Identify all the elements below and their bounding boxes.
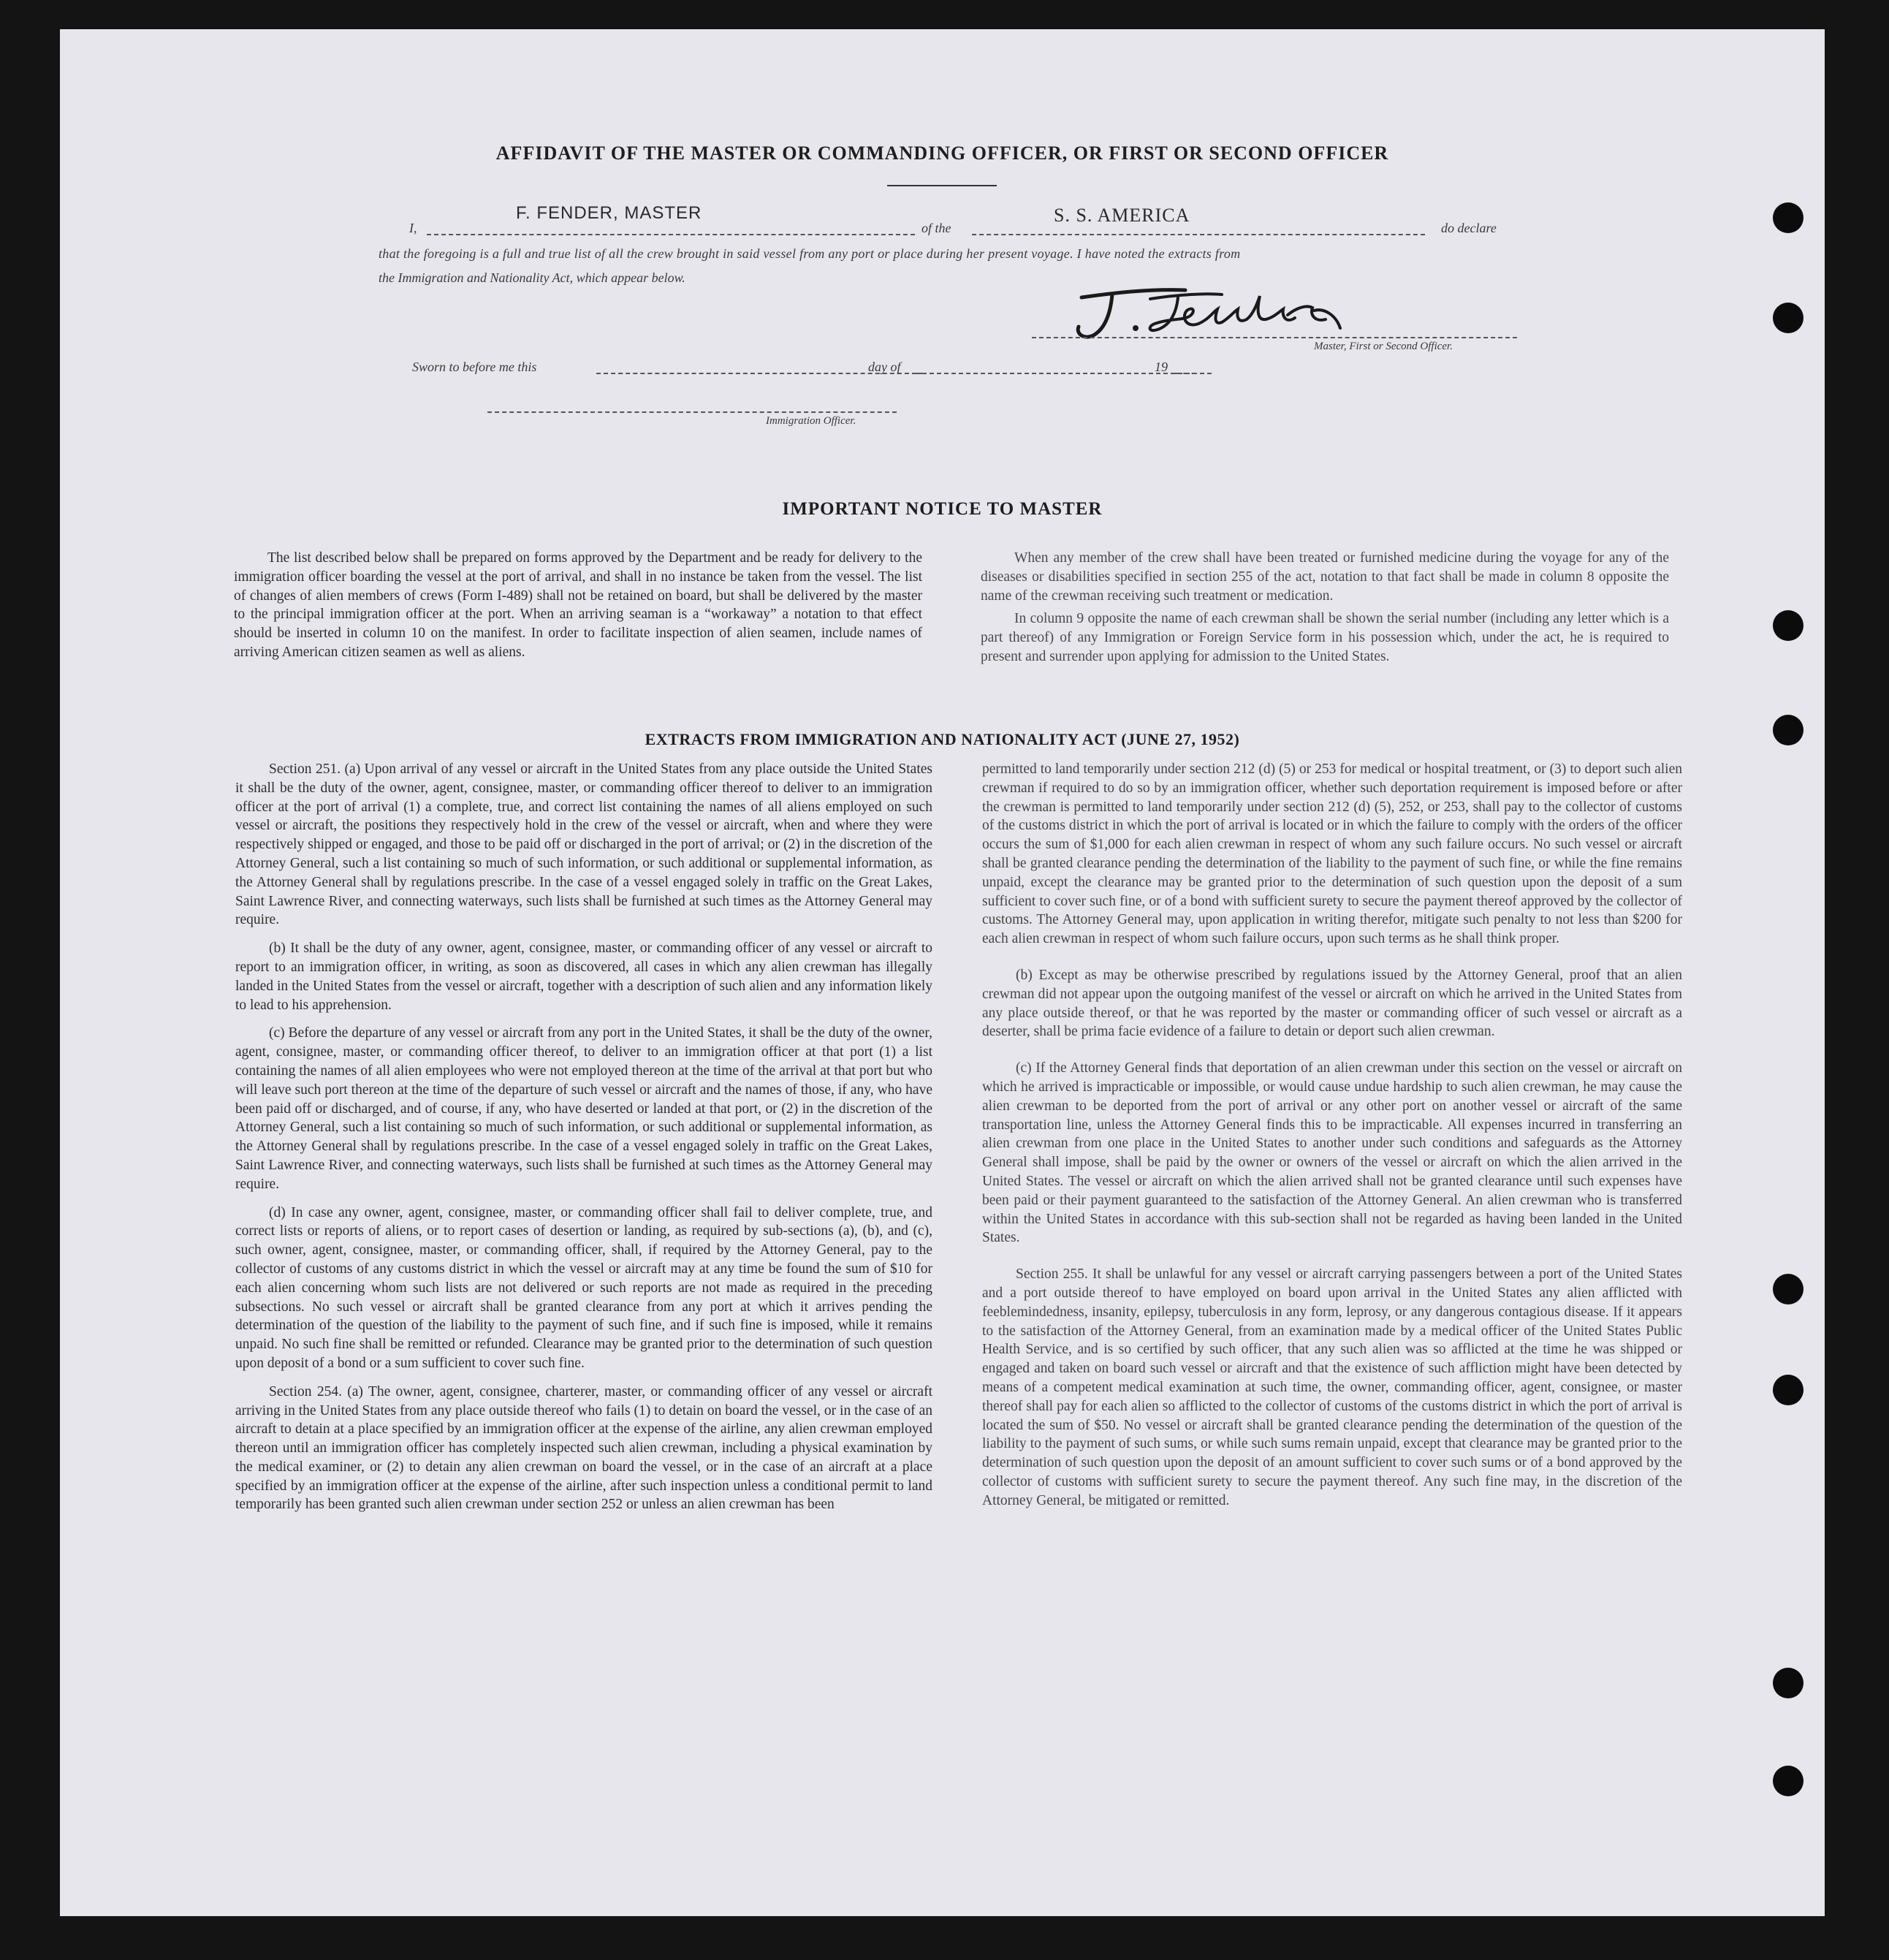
extract-paragraph: (b) It shall be the duty of any owner, agent, consignee, master, or commanding officer of any vessel or aircraft to report to an immigration officer, in writing, as soon as discovered, all cases in which any alien crewman has illegally landed in the United States from the vessel or aircraft, together with a description of such alien and any information likely to lead to his apprehension.	[235, 941, 932, 1013]
extract-paragraph: (c) If the Attorney General finds that deportation of an alien crewman under this section on the vessel or aircraft on which he arrived is impracticable or impossible, or would cause undue hardship to such alien crewman, he may cause the alien crewman to be deported from the port of arrival or any other port on another vessel or aircraft of the same transportation line, unless the Attorney General finds this to be impracticable. All expenses incurred in transferring an alien crewman from one place in the United States to another under such conditions and safeguards as the Attorney General shall impose, shall be paid by the owner or owners of the vessel or aircraft on which the alien arrived in the United States. The vessel or aircraft on which the alien arrived shall not be granted clearance until such expenses have been paid or their payment guaranteed to the satisfaction of the Attorney General. An alien crewman who is transferred within the United States in accordance with this sub-section shall not be regarded as having been landed in the United States.	[982, 1060, 1682, 1246]
vessel-name-line	[972, 234, 1425, 235]
binder-hole	[1773, 202, 1804, 233]
signature-caption: Master, First or Second Officer.	[1314, 341, 1453, 352]
notice-title: IMPORTANT NOTICE TO MASTER	[782, 499, 1103, 519]
declaration-line-1: that the foregoing is a full and true list of all the crew brought in said vessel from any port or place during her present voyage. I have noted the extracts from	[379, 246, 1241, 261]
extract-paragraph: (b) Except as may be otherwise prescribed by regulations issued by the Attorney General, proof that an alien crewman did not appear upon the outgoing manifest of the vessel or aircraft on which he arrived in the United States from any place outside thereof, or that he was reported by the master or commanding officer of such vessel or aircraft as a deserter, shall be prima facie evidence of a failure to detain or deport such alien crewman.	[982, 967, 1682, 1040]
extract-paragraph: (c) Before the departure of any vessel or aircraft from any port in the United States, it shall be the duty of the owner, agent, consignee, master, or commanding officer thereof, to deliver to an immigration officer at that port (1) a list containing the names of all alien employees who were not employed thereon at the time of the arrival at that port but who will leave such port thereon at the time of the departure of such vessel or aircraft and the names of those, if any, who have been paid off or discharged, and of course, if any, who have deserted or landed at that port, or (2) in the discretion of the Attorney General, such a list containing so much of such information, or such additional or supplemental information, as the Attorney General shall by regulations prescribe. In the case of a vessel engaged solely in traffic on the Great Lakes, Saint Lawrence River, and connecting waterways, such lists shall be furnished at such times as the Attorney General may require.	[235, 1025, 932, 1192]
extract-paragraph: Section 254. (a) The owner, agent, consignee, charterer, master, or commanding officer of any vessel or aircraft arriving in the United States from any place outside thereof who fails (1) to detain on board the vessel, or in the case of an aircraft to detain at a place specified by an immigration officer at the expense of the airline, any alien crewman employed thereon until an immigration officer has completely inspected such alien crewman, including a physical examination by the medical examiner, or (2) to detain any alien crewman on board the vessel, or in the case of an aircraft at a place specified by an immigration officer at the expense of the airline, after such inspection unless a conditional permit to land temporarily has been granted such alien crewman under section 252 or unless an alien crewman has been	[235, 1383, 932, 1513]
notice-right-column	[981, 549, 1669, 676]
extract-paragraph: (d) In case any owner, agent, consignee, master, or commanding officer shall fail to deliver complete, true, and correct lists or reports of aliens, or to report cases of desertion or landing, as required by sub-sections (a), (b), and (c), such owner, agent, consignee, master, or commanding officer, shall, if required by the Attorney General, pay to the collector of customs of any customs district in which the vessel or aircraft may at any time be found the sum of $10 for each alien concerning whom such lists are not delivered or such reports are not made as required in the preceding subsections. No such vessel or aircraft shall be granted clearance from any port at which it arrives pending the determination of the question of the liability to the payment of such fine, and if such fine is imposed, while it remains unpaid. No such fine shall be remitted or refunded. Clearance may be granted prior to the determination of such question upon deposit of a bond or a sum sufficient to cover such fine.	[235, 1204, 932, 1371]
extracts-left-column	[235, 760, 932, 1524]
extract-paragraph: Section 255. It shall be unlawful for any vessel or aircraft carrying passengers between a port of the United States and a port outside thereof to have employed on board upon arrival in the United States any alien afflicted with feeblemindedness, insanity, epilepsy, tuberculosis in any form, leprosy, or any dangerous contagious disease. If it appears to the satisfaction of the Attorney General, from an examination made by a medical officer of the United States Public Health Service, and is so certified by such officer, that any such alien was so afflicted at the time he was shipped or engaged and taken on board such vessel or aircraft and that the existence of such affliction might have been detected by means of a competent medical examination at such time, the owner, commanding officer, agent, consignee, or master thereof shall pay for each alien so afflicted to the collector of customs of the customs district in which the port of arrival is located the sum of $50. No vessel or aircraft shall be granted clearance pending the determination of the question of the liability to the payment of such sums, or while such sums remain unpaid, except that clearance may be granted prior to the determination of such question upon the deposit of an amount sufficient to cover such sums or of a bond approved by the collector of customs with sufficient surety to secure the payment thereof. Any such fine may, in the discretion of the Attorney General, be mitigated or remitted.	[982, 1266, 1682, 1508]
extracts-title: EXTRACTS FROM IMMIGRATION AND NATIONALITY ACT (JUNE 27, 1952)	[645, 730, 1240, 748]
binder-hole	[1773, 1274, 1804, 1304]
i-label: I,	[409, 221, 417, 235]
binder-hole	[1773, 1375, 1804, 1405]
binder-hole	[1773, 303, 1804, 333]
master-signature	[1068, 267, 1375, 347]
master-name: F. FENDER, MASTER	[516, 203, 702, 223]
notice-paragraph: In column 9 opposite the name of each crewman shall be shown the serial number (including any letter which is a part thereof) of any Immigration or Foreign Service form in his possession which, under the act, he is required to present and surrender upon applying for admission to the United States.	[981, 611, 1669, 664]
sworn-year-line	[1175, 373, 1204, 374]
affidavit-title: AFFIDAVIT OF THE MASTER OR COMMANDING OFFICER, OR FIRST OR SECOND OFFICER	[495, 143, 1389, 164]
officer-signature-line	[487, 411, 897, 413]
extract-paragraph: permitted to land temporarily under section 212 (d) (5) or 253 for medical or hospital treatment, or (3) to deport such alien crewman if required to do so by an immigration officer, whether such deportation requirement is imposed before or after the crewman is permitted to land temporarily under section 212 (d) (5), 252, or 253, shall pay to the collector of customs of the customs district in which the port of arrival is located or in which the failure to comply with the orders of the officer occurs the sum of $1,000 for each alien crewman in respect of whom any such failure occurs. No such vessel or aircraft shall be granted clearance pending the determination of the liability to the payment of such fine, or while the fine remains unpaid, except the clearance may be granted prior to the determination of such question upon the deposit of a sum sufficient to cover such fine, or of a bond with sufficient surety to secure the payment thereof approved by the collector of customs. The Attorney General may, upon application in writing therefor, mitigate such penalty to not less than $200 for each alien crewman in respect of whom such failure occurs, upon such terms as he shall think proper.	[982, 761, 1682, 947]
day-of-label: day of	[868, 360, 901, 374]
year-label: 19	[1155, 360, 1168, 374]
sworn-label: Sworn to before me this	[412, 360, 537, 374]
notice-paragraph: The list described below shall be prepared on forms approved by the Department and be ready for delivery to the immigration officer boarding the vessel at the port of arrival, and shall in no instance be taken from the vessel. The list of changes of alien members of crews (Form I-489) shall not be retained on board, but shall be delivered by the master to the principal immigration officer at the port. When an arriving seaman is a “workaway” a notation to that effect should be inserted in column 10 on the manifest. In order to facilitate inspection of alien seamen, include names of arriving American citizen seamen as well as aliens.	[234, 550, 922, 660]
officer-caption: Immigration Officer.	[766, 415, 856, 427]
extract-paragraph: Section 251. (a) Upon arrival of any vessel or aircraft in the United States from any place outside the United States it shall be the duty of the owner, agent, consignee, master, or commanding officer thereof to deliver to an immigration officer at the port of arrival (1) a complete, true, and correct list containing the names of all aliens employed on such vessel or aircraft, the positions they respectively hold in the crew of the vessel or aircraft, when and where they were respectively shipped or engaged, and those to be paid off or discharged in the port of arrival; or (2) in the discretion of the Attorney General, such a list containing so much of such information, or such additional or supplemental information, as the Attorney General shall by regulations prescribe. In the case of a vessel engaged solely in traffic on the Great Lakes, Saint Lawrence River, and connecting waterways, such lists shall be furnished at such times as the Attorney General may require.	[235, 761, 932, 928]
do-declare-label: do declare	[1441, 221, 1497, 235]
notice-left-column	[234, 549, 922, 672]
of-the-label: of the	[921, 221, 951, 235]
binder-hole	[1773, 1668, 1804, 1698]
notice-paragraph: When any member of the crew shall have been treated or furnished medicine during the voyage for any of the diseases or disabilities specified in section 255 of the act, notation to that fact shall be made in column 8 opposite the name of the crewman receiving such treatment or medication.	[981, 550, 1669, 604]
master-name-line	[427, 234, 915, 235]
vessel-name: S. S. AMERICA	[1054, 205, 1190, 226]
binder-hole	[1773, 610, 1804, 641]
extracts-right-column	[982, 760, 1682, 1519]
binder-hole	[1773, 1766, 1804, 1796]
declaration-line-2: the Immigration and Nationality Act, which appear below.	[379, 270, 685, 285]
signature-line	[1032, 337, 1517, 338]
document-page	[60, 29, 1825, 1916]
title-rule	[887, 185, 997, 186]
